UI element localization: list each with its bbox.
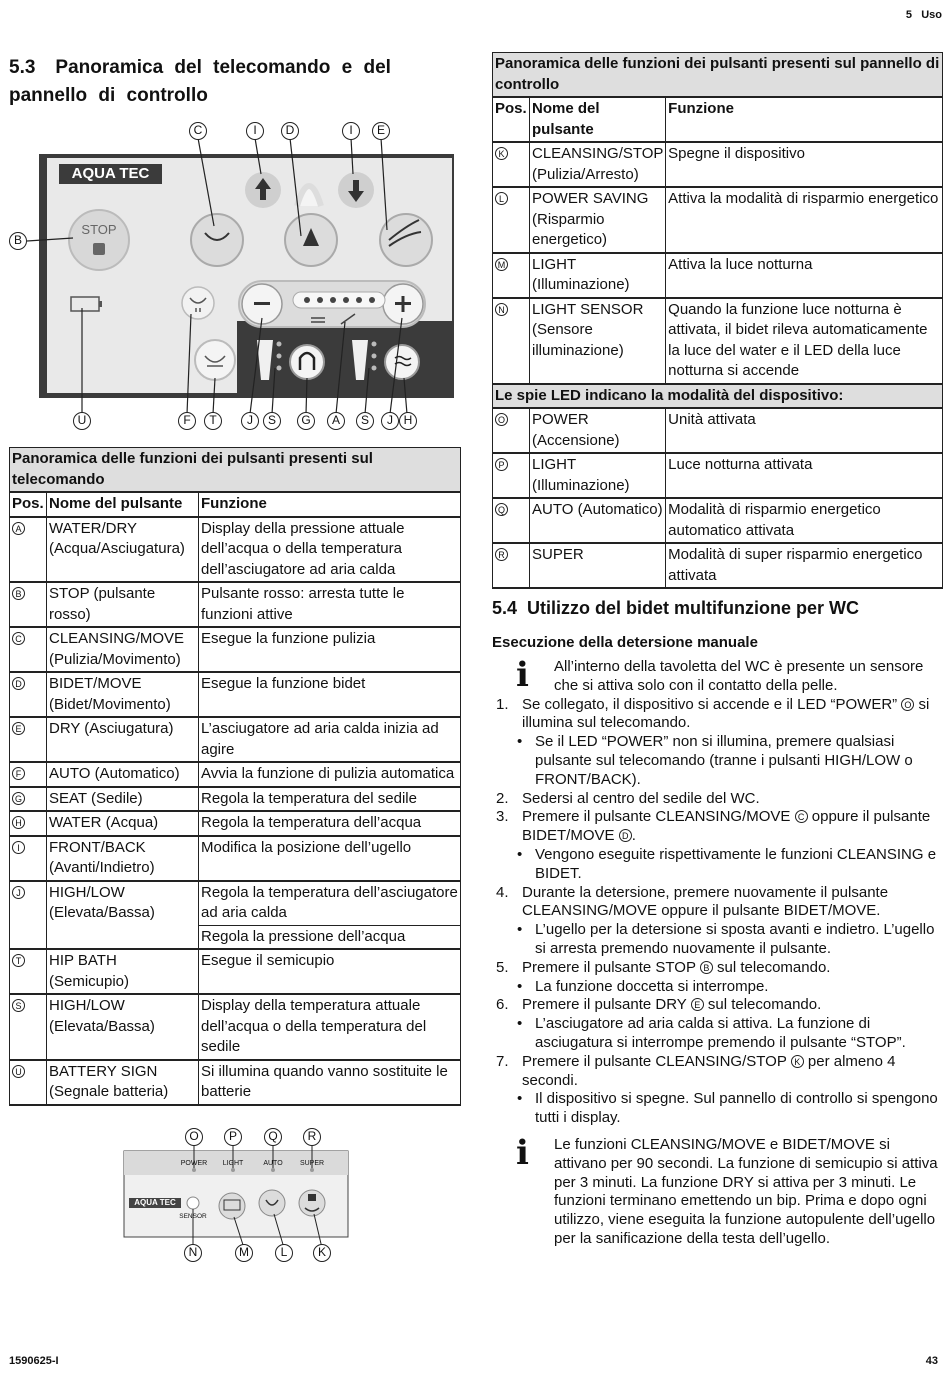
section-5-4-heading (492, 594, 859, 622)
callout-u: U (73, 412, 91, 430)
button-name: WATER/DRY (Acqua/Asciugatura) (47, 517, 199, 583)
button-function: Esegue il semicupio (199, 949, 461, 994)
callout-a: A (327, 412, 345, 430)
button-function: Pulsante rosso: arresta tutte le funzioni attive (199, 582, 461, 627)
section-5-3-heading (9, 54, 409, 110)
table-row (10, 762, 461, 787)
pos-marker: R (495, 548, 508, 561)
step-bullet: • La funzione doccetta si interrompe. (492, 978, 944, 997)
step-text: Premere il pulsante DRY (522, 996, 687, 1014)
button-function: Attiva la modalità di risparmio energetico (666, 187, 943, 253)
button-function: Spegne il dispositivo (666, 142, 943, 187)
button-function: Si illumina quando vanno sostituite le batterie (199, 1060, 461, 1105)
led-label-super: SUPER (299, 1160, 325, 1167)
table-row (10, 994, 461, 1060)
step-number: 4. (496, 883, 509, 901)
step-text: sul telecomando. (707, 996, 822, 1014)
button-name: CLEANSING/MOVE (Pulizia/Movimento) (47, 627, 199, 672)
table-row (10, 517, 461, 583)
button-function: Display della temperatura attuale dell’acqua o della temperatura del sedile (199, 994, 461, 1060)
pos-marker: E (12, 722, 25, 735)
table-row (493, 408, 943, 453)
ref-marker: B (700, 961, 713, 974)
led-name: AUTO (Automatico) (530, 498, 666, 543)
button-function: Display della pressione attuale dell’acqua o della temperatura dell’asciugatore ad aria calda (199, 517, 461, 583)
button-name: AUTO (Automatico) (47, 762, 199, 787)
pos-marker: A (12, 522, 25, 535)
button-name: POWER SAVING (Risparmio energetico) (530, 187, 666, 253)
callout-c: C (189, 122, 207, 140)
callout-l: L (275, 1244, 293, 1262)
step-text: Premere il pulsante CLEANSING/MOVE (522, 808, 791, 826)
step-number: 3. (496, 808, 509, 826)
button-function: Esegue la funzione bidet (199, 672, 461, 717)
section-number: 5.4 (492, 598, 518, 618)
callout-m: M (235, 1244, 253, 1262)
sensor-label: SENSOR (179, 1213, 207, 1220)
button-function: L’asciugatore ad aria calda inizia ad agire (199, 717, 461, 762)
pos-marker: M (495, 258, 508, 271)
section-5-4-body (492, 655, 944, 1249)
pos-marker: O (495, 413, 508, 426)
step-number: 5. (496, 958, 509, 976)
button-name: HIP BATH (Semicupio) (47, 949, 199, 994)
step-bullet: • L’ugello per la detersione si sposta avanti e indietro. L’ugello si arresta premendo nuovamente il pulsante. (492, 921, 944, 959)
callout-q: Q (264, 1128, 282, 1146)
callout-e: E (372, 122, 390, 140)
table-caption: Panoramica delle funzioni dei pulsanti presenti sul telecomando (10, 448, 461, 493)
ref-marker: C (795, 810, 808, 823)
step-bullet: • Il dispositivo si spegne. Sul pannello di controllo si spengono tutti i display. (492, 1090, 944, 1128)
callout-g: G (297, 412, 315, 430)
callout-p: P (224, 1128, 242, 1146)
remote-functions-table (9, 447, 461, 1106)
button-name: HIGH/LOW (Elevata/Bassa) (47, 994, 199, 1060)
callout-j: J (381, 412, 399, 430)
pos-marker: U (12, 1065, 25, 1078)
callout-i: I (246, 122, 264, 140)
table-row (493, 253, 943, 298)
button-name: DRY (Asciugatura) (47, 717, 199, 762)
led-label-light: LIGHT (222, 1160, 244, 1167)
panel-functions-table (492, 52, 943, 589)
button-name: LIGHT SENSOR (Sensore illuminazione) (530, 298, 666, 384)
callout-h: H (399, 412, 417, 430)
step-number: 6. (496, 996, 509, 1014)
table-row (10, 717, 461, 762)
callout-n: N (184, 1244, 202, 1262)
led-name: SUPER (530, 543, 666, 588)
button-name: BATTERY SIGN (Segnale batteria) (47, 1060, 199, 1105)
pos-marker: N (495, 303, 508, 316)
button-function: Esegue la funzione pulizia (199, 627, 461, 672)
doc-code: 1590625-I (9, 1355, 59, 1367)
section-title: Utilizzo del bidet multifunzione per WC (527, 598, 860, 618)
button-name: CLEANSING/STOP (Pulizia/Arresto) (530, 142, 666, 187)
remote-brand-logo: AQUA TEC (71, 165, 150, 182)
button-function: Regola la temperatura del sedile (199, 787, 461, 812)
column-header-pos: Pos. (493, 97, 530, 142)
button-function: Quando la funzione luce notturna è attivata, il bidet rileva automaticamente la luce del water e il LED della luce notturna si accende (666, 298, 943, 384)
table-row (493, 498, 943, 543)
button-name: BIDET/MOVE (Bidet/Movimento) (47, 672, 199, 717)
step-6 (492, 996, 944, 1015)
led-function: Modalità di super risparmio energetico attivata (666, 543, 943, 588)
step-text: oppure il pulsante BIDET/MOVE (522, 808, 931, 845)
led-function: Unità attivata (666, 408, 943, 453)
button-function: Regola la temperatura dell’asciugatore ad aria calda (199, 881, 461, 926)
step-bullet: • L’asciugatore ad aria calda si attiva. La funzione di asciugatura si interrompe premendo il pulsante “STOP”. (492, 1015, 944, 1053)
table-row (10, 787, 461, 812)
step-text: Sedersi al centro del sedile del WC. (522, 789, 760, 807)
callout-i: I (342, 122, 360, 140)
led-caption: Le spie LED indicano la modalità del dispositivo: (493, 384, 943, 409)
table-row (493, 187, 943, 253)
table-row (10, 949, 461, 994)
pos-marker: T (12, 954, 25, 967)
step-2 (492, 790, 944, 809)
step-text: . (631, 827, 636, 845)
led-name: POWER (Accensione) (530, 408, 666, 453)
step-3 (492, 808, 944, 846)
pos-marker: G (12, 792, 25, 805)
pos-marker: B (12, 587, 25, 600)
running-header (906, 9, 942, 21)
column-header-function: Funzione (666, 97, 943, 142)
callout-j: J (241, 412, 259, 430)
control-panel-drawing (120, 1128, 352, 1264)
callout-s: S (356, 412, 374, 430)
pos-marker: J (12, 886, 25, 899)
button-name: SEAT (Sedile) (47, 787, 199, 812)
led-label-auto: AUTO (263, 1160, 283, 1167)
table-row (493, 453, 943, 498)
pos-marker: H (12, 816, 25, 829)
column-header-pos: Pos. (10, 492, 47, 517)
stop-button-drawing (69, 210, 129, 270)
section-number: 5.3 (9, 57, 36, 78)
button-name: HIGH/LOW (Elevata/Bassa) (47, 881, 199, 950)
remote-control-illustration (9, 118, 461, 438)
button-function: Avvia la funzione di pulizia automatica (199, 762, 461, 787)
pos-marker: D (12, 677, 25, 690)
led-name: LIGHT (Illuminazione) (530, 453, 666, 498)
button-name: STOP (pulsante rosso) (47, 582, 199, 627)
info-text: All’interno della tavoletta del WC è presente un sensore che si attiva solo con il contatto della pelle. (554, 658, 924, 694)
step-number: 7. (496, 1052, 509, 1070)
ref-marker: D (619, 829, 632, 842)
callout-b: B (9, 232, 27, 250)
pos-marker: S (12, 999, 25, 1012)
pos-marker: I (12, 841, 25, 854)
table-row (10, 672, 461, 717)
subheading: Esecuzione della detersione manuale (492, 634, 758, 651)
step-text: Se collegato, il dispositivo si accende e il LED “POWER” (522, 695, 898, 713)
callout-f: F (178, 412, 196, 430)
table-row (10, 627, 461, 672)
info-text: Le funzioni CLEANSING/MOVE e BIDET/MOVE si attivano per 90 secondi. La funzione di semicupio si attiva per 3 minuti. La funzione DRY si attiva per 3 minuti. Le funzioni terminano emettendo un bip. Prima e dopo ogni utilizzo, viene eseguita la funzione autopulente dell’ugello per la sanificazione della testa dell’ugello. (554, 1135, 938, 1247)
info-icon: i (516, 1132, 529, 1173)
step-text: Premere il pulsante CLEANSING/STOP (522, 1052, 787, 1070)
ref-marker: O (901, 698, 914, 711)
button-function: Modifica la posizione dell’ugello (199, 836, 461, 881)
button-function: Regola la pressione dell’acqua (199, 925, 461, 949)
callout-s: S (263, 412, 281, 430)
step-number: 2. (496, 789, 509, 807)
ref-marker: E (691, 998, 704, 1011)
table-row (10, 582, 461, 627)
callout-t: T (204, 412, 222, 430)
step-7 (492, 1053, 944, 1091)
step-1 (492, 696, 944, 734)
table-row (10, 881, 461, 926)
stop-button-label: STOP (81, 222, 117, 237)
pos-marker: F (12, 767, 25, 780)
table-caption: Panoramica delle funzioni dei pulsanti presenti sul pannello di controllo (493, 53, 943, 98)
callout-k: K (313, 1244, 331, 1262)
column-header-function: Funzione (199, 492, 461, 517)
table-row (10, 811, 461, 836)
step-bullet: • Vengono eseguite rispettivamente le funzioni CLEANSING e BIDET. (492, 846, 944, 884)
led-function: Modalità di risparmio energetico automatico attivata (666, 498, 943, 543)
button-name: WATER (Acqua) (47, 811, 199, 836)
column-header-name: Nome del pulsante (530, 97, 666, 142)
button-function: Attiva la luce notturna (666, 253, 943, 298)
panel-brand-logo: AQUA TEC (134, 1198, 176, 1207)
chapter-name: Uso (921, 9, 942, 21)
control-panel-illustration (120, 1128, 352, 1264)
table-row (493, 298, 943, 384)
info-note (492, 655, 944, 696)
info-note (492, 1132, 944, 1249)
table-row (10, 1060, 461, 1105)
step-number: 1. (496, 695, 509, 713)
column-header-name: Nome del pulsante (47, 492, 199, 517)
led-label-power: POWER (180, 1160, 208, 1167)
table-row (10, 836, 461, 881)
callout-o: O (185, 1128, 203, 1146)
step-5 (492, 959, 944, 978)
step-text: per almeno 4 secondi. (522, 1052, 896, 1089)
step-bullet: • Se il LED “POWER” non si illumina, premere qualsiasi pulsante sul telecomando (tranne i pulsanti HIGH/LOW o FRONT/BACK). (492, 733, 944, 789)
button-name: FRONT/BACK (Avanti/Indietro) (47, 836, 199, 881)
pos-marker: P (495, 458, 508, 471)
page-number: 43 (925, 1355, 938, 1367)
step-text: Durante la detersione, premere nuovamente il pulsante CLEANSING/MOVE oppure il pulsante BIDET/MOVE. (522, 883, 889, 920)
step-text: si illumina sul telecomando. (522, 695, 930, 732)
callout-d: D (281, 122, 299, 140)
step-text: sul telecomando. (717, 958, 831, 976)
table-row (493, 543, 943, 588)
callout-r: R (303, 1128, 321, 1146)
led-function: Luce notturna attivata (666, 453, 943, 498)
ref-marker: K (791, 1055, 804, 1068)
button-name: LIGHT (Illuminazione) (530, 253, 666, 298)
step-text: Premere il pulsante STOP (522, 958, 696, 976)
pos-marker: K (495, 147, 508, 160)
table-row (493, 142, 943, 187)
section-title: Panoramica del telecomando e del pannello di controllo (9, 57, 391, 106)
pos-marker: L (495, 192, 508, 205)
pos-marker: C (12, 632, 25, 645)
step-4 (492, 884, 944, 922)
pos-marker: Q (495, 503, 508, 516)
button-function: Regola la temperatura dell’acqua (199, 811, 461, 836)
chapter-number: 5 (905, 9, 913, 21)
info-icon: i (516, 655, 529, 695)
